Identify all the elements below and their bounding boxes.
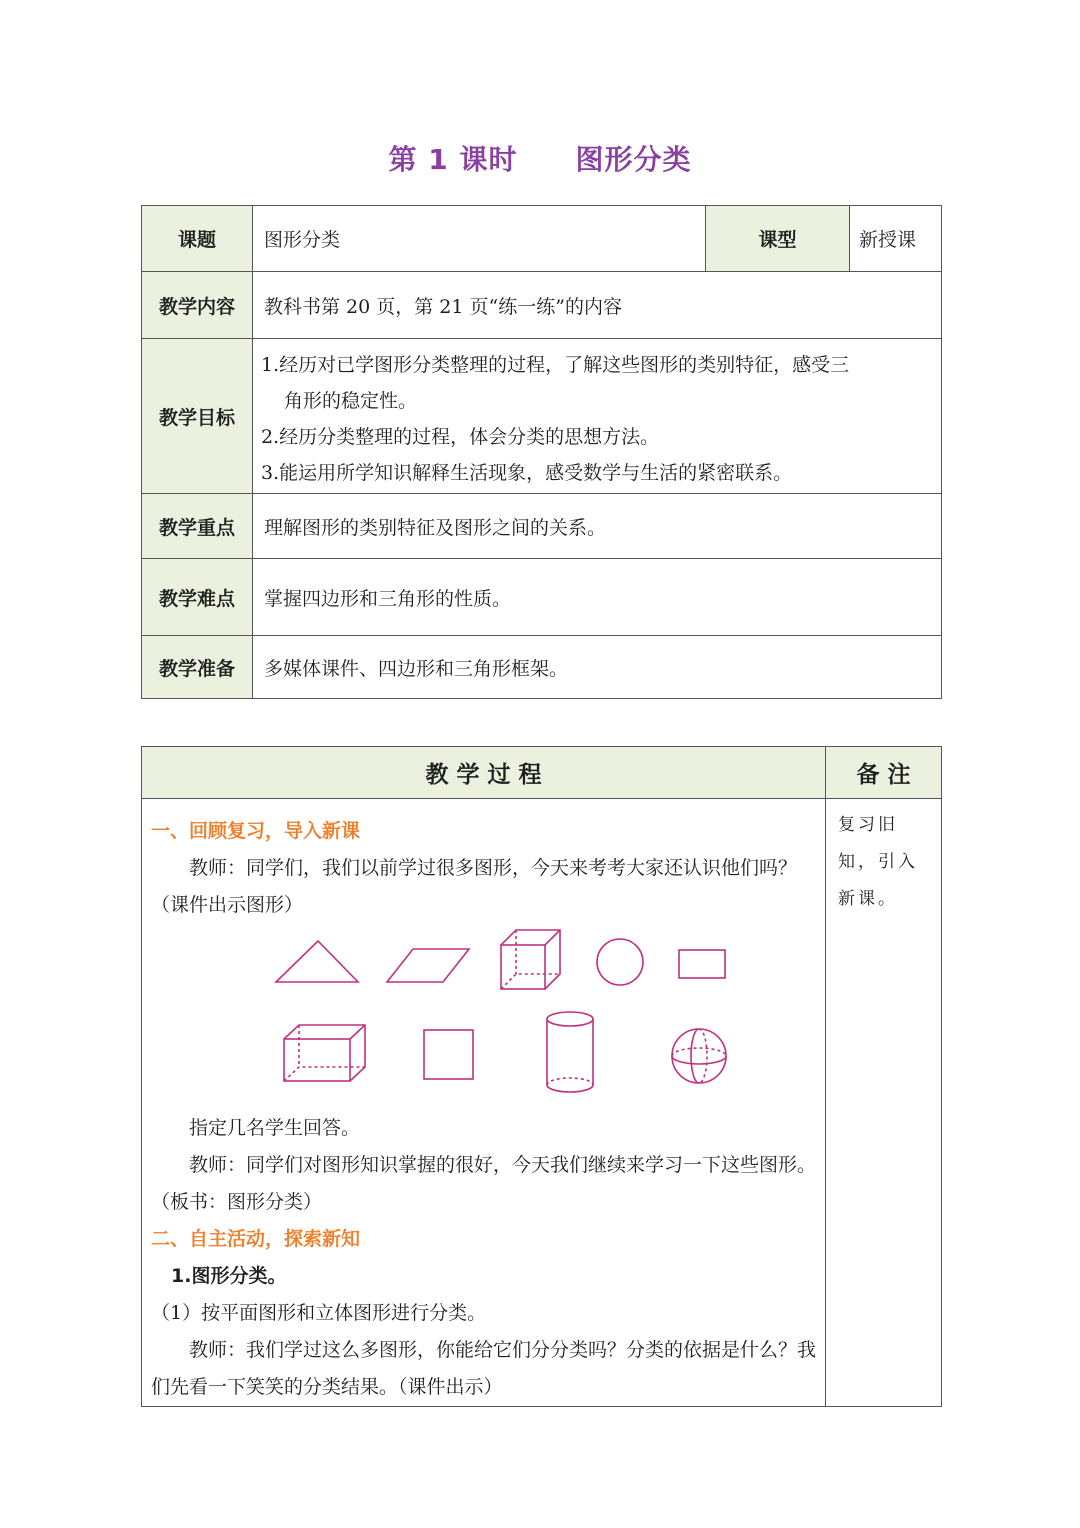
content-label: 教学内容 bbox=[142, 272, 253, 339]
cuboid-shape bbox=[284, 1025, 365, 1081]
lesson-topic: 图形分类 bbox=[575, 143, 692, 176]
lesson-number: 第 1 课时 bbox=[388, 143, 518, 176]
shapes-figure bbox=[151, 924, 817, 1110]
sphere-shape bbox=[672, 1029, 726, 1083]
triangle-shape bbox=[276, 941, 358, 982]
prep-label: 教学准备 bbox=[142, 636, 253, 699]
square-shape bbox=[424, 1030, 473, 1079]
cylinder-shape bbox=[547, 1012, 593, 1092]
paragraph: 教师：同学们对图形知识掌握的很好，今天我们继续来学习一下这些图形。（板书：图形分类） bbox=[151, 1154, 817, 1213]
difficulty-label: 教学难点 bbox=[142, 559, 253, 636]
topic-label: 课题 bbox=[142, 206, 253, 272]
goal-item: 1.经历对已学图形分类整理的过程，了解这些图形的类别特征，感受三 bbox=[261, 354, 850, 376]
content-value: 教科书第 20 页，第 21 页“练一练”的内容 bbox=[253, 272, 942, 339]
paragraph: （1）按平面图形和立体图形进行分类。 bbox=[151, 1302, 487, 1324]
subsection-heading: 1.图形分类。 bbox=[171, 1265, 287, 1287]
goals-label: 教学目标 bbox=[142, 339, 253, 494]
notes-cell: 复习旧知，引入新课。 bbox=[826, 799, 942, 1407]
paragraph: 教师：我们学过这么多图形，你能给它们分分类吗？分类的依据是什么？我们先看一下笑笑的分类结果。（课件出示） bbox=[151, 1339, 817, 1398]
paragraph: 指定几名学生回答。 bbox=[189, 1117, 361, 1139]
paragraph: 教师：同学们，我们以前学过很多图形，今天来考考大家还认识他们吗？（课件出示图形） bbox=[151, 857, 798, 916]
section-heading: 一、回顾复习，导入新课 bbox=[151, 820, 361, 842]
page-title bbox=[0, 138, 1080, 178]
process-header: 教 学 过 程 bbox=[142, 747, 826, 799]
parallelogram-shape bbox=[387, 949, 469, 982]
type-value: 新授课 bbox=[850, 206, 942, 272]
type-label: 课型 bbox=[706, 206, 850, 272]
topic-value: 图形分类 bbox=[253, 206, 706, 272]
notes-header: 备 注 bbox=[826, 747, 942, 799]
goal-item: 2.经历分类整理的过程，体会分类的思想方法。 bbox=[261, 426, 660, 448]
goal-item: 角形的稳定性。 bbox=[284, 390, 418, 412]
rectangle-shape bbox=[679, 950, 725, 978]
key-value: 理解图形的类别特征及图形之间的关系。 bbox=[253, 494, 942, 559]
key-label: 教学重点 bbox=[142, 494, 253, 559]
cube-shape bbox=[501, 930, 560, 989]
process-table bbox=[141, 746, 942, 1407]
section-heading: 二、自主活动，探索新知 bbox=[151, 1228, 361, 1250]
info-table bbox=[141, 205, 942, 699]
prep-value: 多媒体课件、四边形和三角形框架。 bbox=[253, 636, 942, 699]
goal-item: 3.能运用所学知识解释生活现象，感受数学与生活的紧密联系。 bbox=[261, 462, 793, 484]
circle-shape bbox=[597, 939, 643, 985]
process-body bbox=[142, 799, 826, 1407]
difficulty-value: 掌握四边形和三角形的性质。 bbox=[253, 559, 942, 636]
goals-list bbox=[253, 339, 942, 494]
